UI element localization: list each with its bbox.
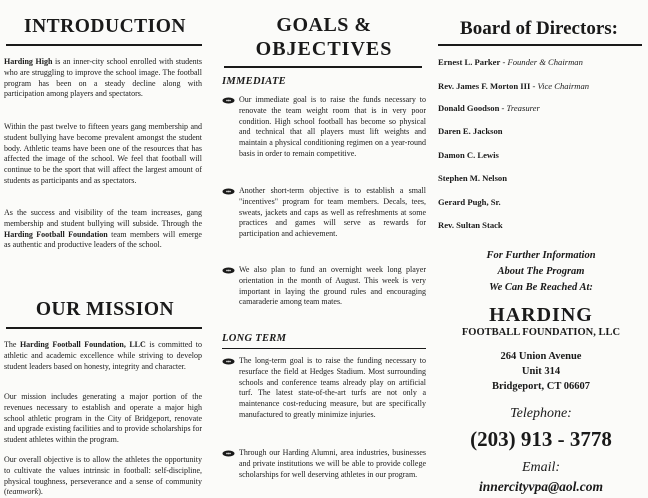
- info-line-1: For Further Information: [486, 250, 596, 261]
- immediate-bullet-3: We also plan to fund an overnight week long player orientation in the month of August. This week is very important in laying the ground rules and encouraging camaraderie among team mates.: [222, 265, 426, 308]
- long-term-bullet-1: The long-term goal is to raise the funding necessary to resurface the field at Hedges Stadium. Most surrounding schools and conference teams already play on artificial turf. The latest state-of-the-art turfs are not only a maintenance cost-reducing measure, but are specifically manufactured to greatly minimize injuries.: [222, 356, 426, 421]
- email-label: Email:: [521, 460, 561, 475]
- intro-paragraph-1: Harding High is an inner-city school enrolled with students who are struggling to improve the school image. The football program has been on a steady decline along with participation among players and spectators.: [4, 57, 202, 99]
- football-icon: [222, 358, 235, 365]
- introduction-heading: INTRODUCTION: [23, 16, 187, 37]
- intro-paragraph-3: As the success and visibility of the team increases, gang membership and student bullying will subside. Through the Harding Football Foundation team members will emerge as authentic and productive leaders of the school.: [4, 208, 202, 250]
- introduction-rule: [6, 44, 202, 46]
- mission-paragraph-2: Our mission includes generating a major portion of the revenues necessary to establish and operate a major high school athletic program in the City of Bridgeport, renovate and upgrade existing facilities and to provide scholarships for student athletes within the program.: [4, 392, 202, 445]
- long-term-label: LONG TERM: [222, 333, 287, 344]
- goals-heading-line2: OBJECTIVES: [255, 38, 393, 60]
- middle-column: [218, 0, 430, 498]
- org-subtitle: FOOTBALL FOUNDATION, LLC: [461, 327, 621, 338]
- goals-heading-line1: GOALS &: [276, 14, 372, 36]
- board-heading: Board of Directors:: [460, 18, 618, 39]
- address-line-3: Bridgeport, CT 06607: [491, 381, 591, 392]
- email-address[interactable]: innercityvpa@aol.com: [478, 479, 604, 494]
- director-item: Daren E. Jackson: [438, 126, 503, 136]
- director-item: Gerard Pugh, Sr.: [438, 197, 501, 207]
- right-column: [434, 0, 648, 498]
- info-line-3: We Can Be Reached At:: [489, 282, 593, 293]
- mission-heading: OUR MISSION: [35, 299, 175, 320]
- immediate-bullet-2: Another short-term objective is to establish a small "incentives" program for team members. Decals, tees, sweats, jackets and caps as well as refreshments at some practices and games will serve as rewards for participation and achievement.: [222, 186, 426, 240]
- football-icon: [222, 188, 235, 195]
- director-item: Stephen M. Nelson: [438, 173, 507, 183]
- director-item: Ernest L. Parker - Founder & Chairman: [438, 57, 583, 67]
- intro-paragraph-2: Within the past twelve to fifteen years gang membership and student bullying have become prevalent amongst the student body. Athletic teams have been one of the resources that has affected the image of the school. We feel that football will continue to be the sport that will affect the largest amount of students as participants and as spectators.: [4, 122, 202, 185]
- board-rule: [438, 44, 642, 46]
- address-line-2: Unit 314: [521, 366, 561, 377]
- mission-paragraph-3: Our overall objective is to allow the athletes the opportunity to cultivate the values intrinsic in football: self-discipline, physical toughness, perseverance and a sense of community (teamwork).: [4, 455, 202, 497]
- football-icon: [222, 450, 235, 457]
- goals-rule: [224, 66, 422, 68]
- address-line-1: 264 Union Avenue: [500, 351, 582, 362]
- football-icon: [222, 97, 235, 104]
- mission-rule: [6, 327, 202, 329]
- phone-label: Telephone:: [510, 406, 572, 421]
- director-item: Rev. Sultan Stack: [438, 220, 503, 230]
- immediate-label: IMMEDIATE: [222, 76, 286, 87]
- director-item: Damon C. Lewis: [438, 150, 499, 160]
- phone-number: (203) 913 - 3778: [470, 427, 612, 451]
- left-column: [0, 0, 212, 498]
- immediate-bullet-1: Our immediate goal is to raise the funds necessary to renovate the team weight room that is in very poor condition. High school football has become so physical and technical that all players must lift weights and maintain a physical conditioning regimen on a year-round basis in order to remain competitive.: [222, 95, 426, 160]
- director-item: Rev. James F. Morton III - Vice Chairman: [438, 81, 590, 91]
- director-item: Donald Goodson - Treasurer: [438, 103, 540, 113]
- mission-paragraph-1: The Harding Football Foundation, LLC is committed to athletic and academic excellence while striving to develop student leaders based on honesty, integrity and character.: [4, 340, 203, 371]
- info-line-2: About The Program: [497, 266, 585, 277]
- football-icon: [222, 267, 235, 274]
- long-term-rule: [222, 348, 426, 349]
- long-term-bullet-2: Through our Harding Alumni, area industries, businesses and private institutions we will be able to provide college scholarships for well deserving athletes in our program.: [222, 448, 426, 480]
- org-name: HARDING: [489, 304, 593, 326]
